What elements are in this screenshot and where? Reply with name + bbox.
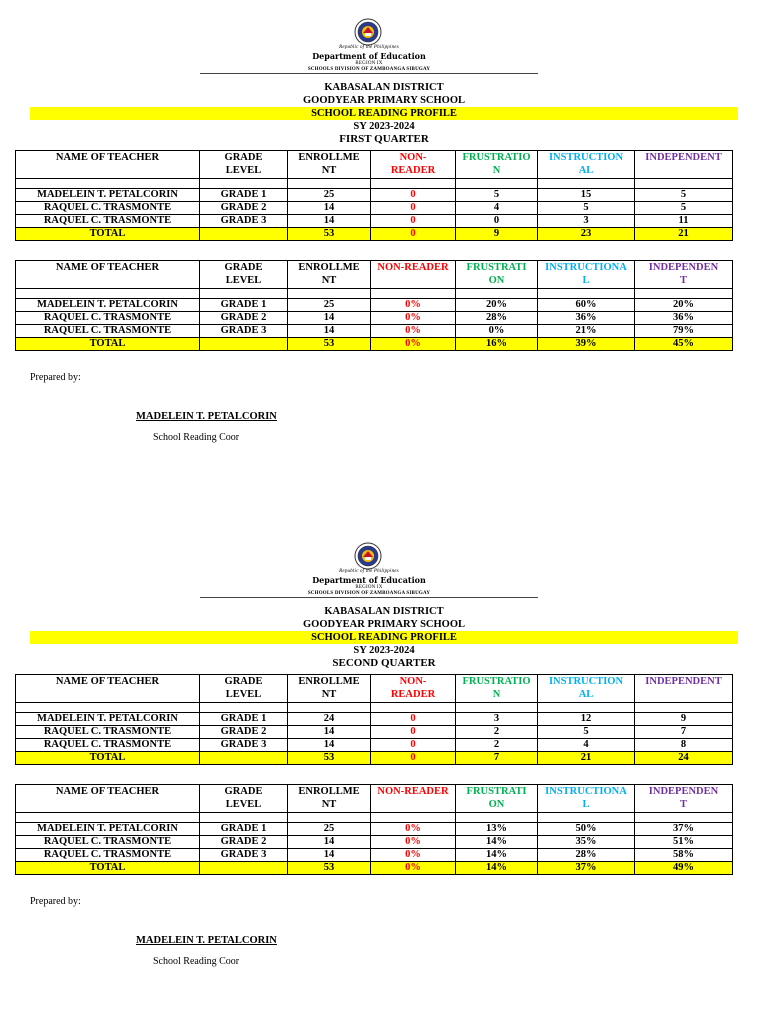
header-enrollment <box>288 261 371 289</box>
cell-teacher: RAQUEL C. TRASMONTE <box>16 726 200 739</box>
cell-total-instructional: 39% <box>538 338 635 351</box>
cell-instructional: 5 <box>538 726 635 739</box>
cell-total-independent: 49% <box>635 862 733 875</box>
blank-row <box>16 813 733 823</box>
letterhead-division: SCHOOLS DIVISION OF ZAMBOANGA SIBUGAY <box>307 591 431 596</box>
cell-frustration: 14% <box>456 849 538 862</box>
cell-enrollment: 24 <box>288 713 371 726</box>
cell-enrollment: 14 <box>288 202 371 215</box>
cell-nonreader: 0% <box>371 312 456 325</box>
header-instr2-a: INSTRUCTIONA <box>545 262 627 273</box>
header-grade-a: GRADE <box>224 152 263 163</box>
district-title: KABASALAN DISTRICT <box>324 606 444 617</box>
profile-title: SCHOOL READING PROFILE <box>30 107 738 120</box>
letterhead-region: REGION IX <box>355 585 383 590</box>
cell-total-nonreader: 0 <box>371 752 456 765</box>
header-frust-b: N <box>492 165 501 176</box>
total-row <box>16 862 733 875</box>
header-nonreader-b: READER <box>390 165 436 176</box>
header-enroll-b: NT <box>321 689 337 700</box>
percent-table <box>15 784 733 875</box>
cell-instructional: 4 <box>538 739 635 752</box>
cell-enrollment: 25 <box>288 823 371 836</box>
cell-frustration: 0% <box>456 325 538 338</box>
header-instr2-b: L <box>582 799 590 810</box>
table-row <box>16 823 733 836</box>
header-enrollment <box>288 785 371 813</box>
header-independent: INDEPENDENT <box>635 675 733 703</box>
cell-enrollment: 14 <box>288 215 371 228</box>
cell-enrollment: 14 <box>288 739 371 752</box>
cell-frustration: 5 <box>456 189 538 202</box>
letterhead-rule <box>200 597 538 598</box>
cell-independent: 11 <box>635 215 733 228</box>
header-grade-b: LEVEL <box>225 799 262 810</box>
header-instructional <box>538 785 635 813</box>
header-enroll-a: ENROLLME <box>298 676 360 687</box>
cell-instructional: 35% <box>538 836 635 849</box>
cell-grade: GRADE 1 <box>200 823 288 836</box>
header-enroll-a: ENROLLME <box>298 262 360 273</box>
header-enrollment <box>288 675 371 703</box>
cell-instructional: 3 <box>538 215 635 228</box>
cell-total-nonreader: 0 <box>371 228 456 241</box>
cell-frustration: 0 <box>456 215 538 228</box>
cell-teacher: RAQUEL C. TRASMONTE <box>16 739 200 752</box>
cell-enrollment: 14 <box>288 836 371 849</box>
cell-teacher: RAQUEL C. TRASMONTE <box>16 849 200 862</box>
deped-seal-icon <box>354 18 382 46</box>
header-grade-a: GRADE <box>224 262 263 273</box>
cell-nonreader: 0% <box>371 849 456 862</box>
cell-total-enrollment: 53 <box>288 752 371 765</box>
cell-frustration: 28% <box>456 312 538 325</box>
school-year: SY 2023-2024 <box>353 645 415 656</box>
table-row <box>16 739 733 752</box>
header-indep2-b: T <box>679 275 687 286</box>
total-row <box>16 338 733 351</box>
cell-total-enrollment: 53 <box>288 862 371 875</box>
school-title: GOODYEAR PRIMARY SCHOOL <box>303 619 465 630</box>
header-nonreader-a: NON- <box>399 676 427 687</box>
header-frust-b: N <box>492 689 501 700</box>
deped-seal-icon <box>354 542 382 570</box>
cell-total-instructional: 37% <box>538 862 635 875</box>
letterhead-republic: Republic of the Philippines <box>339 45 399 50</box>
quarter-title: FIRST QUARTER <box>339 133 429 145</box>
cell-teacher: RAQUEL C. TRASMONTE <box>16 215 200 228</box>
cell-total-enrollment: 53 <box>288 338 371 351</box>
cell-grade: GRADE 3 <box>200 739 288 752</box>
blank-row <box>16 289 733 299</box>
cell-total-frustration: 7 <box>456 752 538 765</box>
school-year: SY 2023-2024 <box>353 121 415 132</box>
profile-title: SCHOOL READING PROFILE <box>30 631 738 644</box>
cell-teacher: MADELEIN T. PETALCORIN <box>16 823 200 836</box>
cell-total-label: TOTAL <box>16 228 200 241</box>
header-indep2-a: INDEPENDEN <box>648 786 719 797</box>
cell-instructional: 36% <box>538 312 635 325</box>
letterhead-division: SCHOOLS DIVISION OF ZAMBOANGA SIBUGAY <box>307 67 431 72</box>
cell-nonreader: 0 <box>371 713 456 726</box>
table-row <box>16 836 733 849</box>
signer-name: MADELEIN T. PETALCORIN <box>136 935 277 946</box>
cell-enrollment: 14 <box>288 312 371 325</box>
prepared-by-label: Prepared by: <box>30 372 81 383</box>
header-grade <box>200 261 288 289</box>
blank-row <box>16 179 733 189</box>
cell-frustration: 3 <box>456 713 538 726</box>
table-header-row <box>16 151 733 179</box>
cell-independent: 58% <box>635 849 733 862</box>
cell-frustration: 4 <box>456 202 538 215</box>
cell-total-label: TOTAL <box>16 338 200 351</box>
table-row <box>16 202 733 215</box>
cell-total-grade <box>200 752 288 765</box>
cell-independent: 8 <box>635 739 733 752</box>
cell-total-enrollment: 53 <box>288 228 371 241</box>
cell-grade: GRADE 2 <box>200 836 288 849</box>
header-frust2-a: FRUSTRATI <box>466 786 527 797</box>
header-name: NAME OF TEACHER <box>16 261 200 289</box>
table-row <box>16 325 733 338</box>
cell-frustration: 14% <box>456 836 538 849</box>
cell-enrollment: 14 <box>288 325 371 338</box>
header-grade <box>200 675 288 703</box>
cell-teacher: RAQUEL C. TRASMONTE <box>16 312 200 325</box>
table-row <box>16 713 733 726</box>
header-instructional <box>538 675 635 703</box>
percent-table <box>15 260 733 351</box>
cell-nonreader: 0 <box>371 739 456 752</box>
cell-total-grade <box>200 862 288 875</box>
header-enroll-a: ENROLLME <box>298 786 360 797</box>
cell-grade: GRADE 2 <box>200 726 288 739</box>
header-instr2-a: INSTRUCTIONA <box>545 786 627 797</box>
cell-total-frustration: 14% <box>456 862 538 875</box>
cell-grade: GRADE 2 <box>200 312 288 325</box>
cell-instructional: 5 <box>538 202 635 215</box>
header-name: NAME OF TEACHER <box>16 151 200 179</box>
header-nonreader <box>371 675 456 703</box>
letterhead-department: Department of Education <box>312 51 426 61</box>
header-grade-a: GRADE <box>224 676 263 687</box>
header-grade-a: GRADE <box>224 786 263 797</box>
blank-row <box>16 703 733 713</box>
letterhead-rule <box>200 73 538 74</box>
cell-instructional: 21% <box>538 325 635 338</box>
school-title: GOODYEAR PRIMARY SCHOOL <box>303 95 465 106</box>
cell-nonreader: 0% <box>371 836 456 849</box>
cell-grade: GRADE 3 <box>200 849 288 862</box>
cell-independent: 36% <box>635 312 733 325</box>
cell-instructional: 50% <box>538 823 635 836</box>
header-frustration <box>456 151 538 179</box>
header-grade-b: LEVEL <box>225 165 262 176</box>
table-row <box>16 726 733 739</box>
cell-nonreader: 0 <box>371 202 456 215</box>
cell-instructional: 15 <box>538 189 635 202</box>
cell-total-label: TOTAL <box>16 752 200 765</box>
header-enroll-b: NT <box>321 165 337 176</box>
cell-teacher: RAQUEL C. TRASMONTE <box>16 202 200 215</box>
prepared-by-label: Prepared by: <box>30 896 81 907</box>
header-instr-a: INSTRUCTION <box>548 152 624 163</box>
cell-nonreader: 0 <box>371 215 456 228</box>
counts-table <box>15 674 733 765</box>
header-frust-a: FRUSTRATIO <box>462 152 531 163</box>
cell-total-grade <box>200 338 288 351</box>
quarter-title: SECOND QUARTER <box>332 657 436 669</box>
table-row <box>16 849 733 862</box>
header-frust-a: FRUSTRATIO <box>462 676 531 687</box>
header-frust2-b: ON <box>488 799 505 810</box>
header-name: NAME OF TEACHER <box>16 675 200 703</box>
header-instr-a: INSTRUCTION <box>548 676 624 687</box>
header-nonreader-b: READER <box>390 689 436 700</box>
header-independent <box>635 261 733 289</box>
cell-independent: 5 <box>635 202 733 215</box>
cell-nonreader: 0% <box>371 325 456 338</box>
header-frust2-a: FRUSTRATI <box>466 262 527 273</box>
cell-total-label: TOTAL <box>16 862 200 875</box>
cell-grade: GRADE 1 <box>200 189 288 202</box>
cell-total-independent: 24 <box>635 752 733 765</box>
cell-enrollment: 14 <box>288 849 371 862</box>
header-name: NAME OF TEACHER <box>16 785 200 813</box>
header-frustration <box>456 675 538 703</box>
cell-total-independent: 21 <box>635 228 733 241</box>
header-nonreader: NON-READER <box>371 261 456 289</box>
district-title: KABASALAN DISTRICT <box>324 82 444 93</box>
cell-frustration: 13% <box>456 823 538 836</box>
cell-grade: GRADE 3 <box>200 325 288 338</box>
cell-total-nonreader: 0% <box>371 862 456 875</box>
total-row <box>16 752 733 765</box>
cell-teacher: RAQUEL C. TRASMONTE <box>16 325 200 338</box>
table-row <box>16 189 733 202</box>
header-indep2-a: INDEPENDEN <box>648 262 719 273</box>
signer-role: School Reading Coor <box>153 956 240 967</box>
total-row <box>16 228 733 241</box>
header-nonreader <box>371 151 456 179</box>
cell-nonreader: 0 <box>371 189 456 202</box>
deped-letterhead <box>200 12 538 74</box>
cell-independent: 37% <box>635 823 733 836</box>
header-nonreader-a: NON- <box>399 152 427 163</box>
cell-total-nonreader: 0% <box>371 338 456 351</box>
cell-grade: GRADE 1 <box>200 299 288 312</box>
signer-name: MADELEIN T. PETALCORIN <box>136 411 277 422</box>
cell-teacher: RAQUEL C. TRASMONTE <box>16 836 200 849</box>
cell-frustration: 20% <box>456 299 538 312</box>
cell-independent: 9 <box>635 713 733 726</box>
table-row <box>16 299 733 312</box>
table-header-row <box>16 675 733 703</box>
cell-enrollment: 14 <box>288 726 371 739</box>
header-frustration <box>456 261 538 289</box>
cell-independent: 5 <box>635 189 733 202</box>
header-grade-b: LEVEL <box>225 689 262 700</box>
cell-teacher: MADELEIN T. PETALCORIN <box>16 713 200 726</box>
cell-nonreader: 0 <box>371 726 456 739</box>
header-nonreader: NON-READER <box>371 785 456 813</box>
header-enrollment <box>288 151 371 179</box>
deped-letterhead <box>200 536 538 598</box>
header-enroll-b: NT <box>321 275 337 286</box>
cell-total-frustration: 16% <box>456 338 538 351</box>
cell-frustration: 2 <box>456 739 538 752</box>
cell-independent: 20% <box>635 299 733 312</box>
cell-grade: GRADE 2 <box>200 202 288 215</box>
header-frust2-b: ON <box>488 275 505 286</box>
header-grade <box>200 785 288 813</box>
header-enroll-a: ENROLLME <box>298 152 360 163</box>
cell-grade: GRADE 1 <box>200 713 288 726</box>
header-instr-b: AL <box>578 689 594 700</box>
header-grade-b: LEVEL <box>225 275 262 286</box>
cell-independent: 7 <box>635 726 733 739</box>
cell-instructional: 60% <box>538 299 635 312</box>
cell-grade: GRADE 3 <box>200 215 288 228</box>
cell-instructional: 28% <box>538 849 635 862</box>
cell-instructional: 12 <box>538 713 635 726</box>
table-header-row <box>16 261 733 289</box>
cell-teacher: MADELEIN T. PETALCORIN <box>16 299 200 312</box>
cell-total-independent: 45% <box>635 338 733 351</box>
letterhead-republic: Republic of the Philippines <box>339 569 399 574</box>
counts-table <box>15 150 733 241</box>
header-frustration <box>456 785 538 813</box>
cell-enrollment: 25 <box>288 189 371 202</box>
cell-total-instructional: 21 <box>538 752 635 765</box>
header-enroll-b: NT <box>321 799 337 810</box>
cell-independent: 79% <box>635 325 733 338</box>
header-independent <box>635 785 733 813</box>
letterhead-region: REGION IX <box>355 61 383 66</box>
cell-total-instructional: 23 <box>538 228 635 241</box>
header-instructional <box>538 151 635 179</box>
table-header-row <box>16 785 733 813</box>
header-instructional <box>538 261 635 289</box>
header-instr2-b: L <box>582 275 590 286</box>
header-instr-b: AL <box>578 165 594 176</box>
cell-total-grade <box>200 228 288 241</box>
cell-independent: 51% <box>635 836 733 849</box>
header-indep2-b: T <box>679 799 687 810</box>
header-grade <box>200 151 288 179</box>
cell-nonreader: 0% <box>371 299 456 312</box>
signer-role: School Reading Coor <box>153 432 240 443</box>
table-row <box>16 215 733 228</box>
table-row <box>16 312 733 325</box>
header-independent: INDEPENDENT <box>635 151 733 179</box>
letterhead-department: Department of Education <box>312 575 426 585</box>
cell-enrollment: 25 <box>288 299 371 312</box>
cell-nonreader: 0% <box>371 823 456 836</box>
cell-total-frustration: 9 <box>456 228 538 241</box>
cell-frustration: 2 <box>456 726 538 739</box>
cell-teacher: MADELEIN T. PETALCORIN <box>16 189 200 202</box>
